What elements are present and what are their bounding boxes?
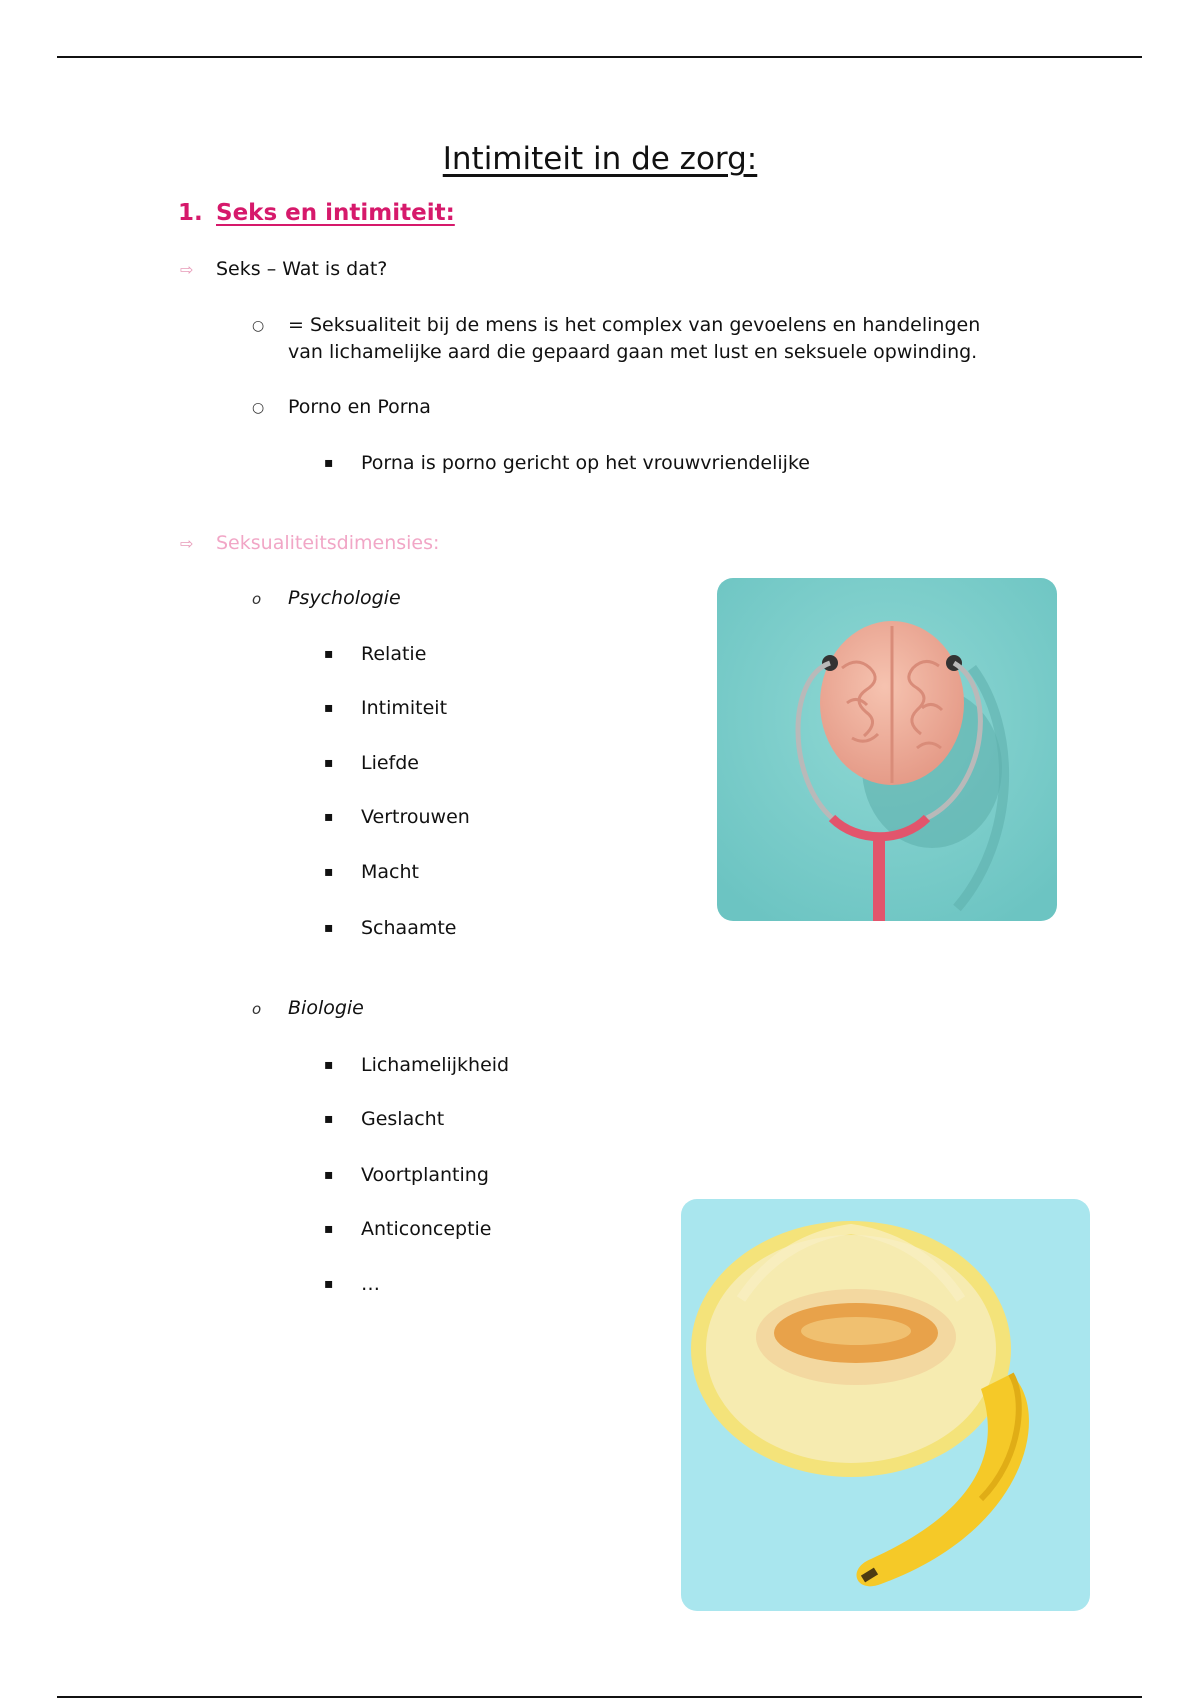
definition-line-1: = Seksualiteit bij de mens is het complex van gevoelens en handelingen bbox=[288, 314, 981, 336]
arrow-bullet-icon: ⇨ bbox=[180, 260, 194, 279]
list-item: Liefde bbox=[361, 752, 419, 774]
list-item: Vertrouwen bbox=[361, 806, 470, 828]
list-item: Relatie bbox=[361, 643, 427, 665]
list-item: Intimiteit bbox=[361, 697, 448, 719]
section-number: 1. bbox=[178, 200, 203, 226]
circle-bullet-icon: ○ bbox=[252, 318, 265, 334]
bottom-rule bbox=[57, 1696, 1142, 1698]
square-bullet-icon: ▪ bbox=[324, 1057, 334, 1073]
page-title: Intimiteit in de zorg: bbox=[442, 141, 758, 177]
square-bullet-icon: ▪ bbox=[324, 700, 334, 716]
dimensions-heading: Seksualiteitsdimensies: bbox=[216, 532, 440, 554]
square-bullet-icon: ▪ bbox=[324, 1167, 334, 1183]
square-bullet-icon: ▪ bbox=[324, 920, 334, 936]
section-title: Seks en intimiteit: bbox=[216, 200, 455, 226]
biologie-label: Biologie bbox=[288, 997, 364, 1019]
list-item: Geslacht bbox=[361, 1108, 445, 1130]
porna-note: Porna is porno gericht op het vrouwvriendelijke bbox=[361, 452, 810, 474]
list-item: Schaamte bbox=[361, 917, 457, 939]
list-item: … bbox=[361, 1273, 380, 1295]
definition-line-2: van lichamelijke aard die gepaard gaan met lust en seksuele opwinding. bbox=[288, 341, 978, 363]
square-bullet-icon: ▪ bbox=[324, 1276, 334, 1292]
list-item: Lichamelijkheid bbox=[361, 1054, 510, 1076]
psychologie-label: Psychologie bbox=[288, 587, 401, 609]
top-rule bbox=[57, 56, 1142, 58]
porno-item: Porno en Porna bbox=[288, 396, 431, 418]
section-heading bbox=[178, 200, 455, 226]
square-bullet-icon: ▪ bbox=[324, 455, 334, 471]
brain-stethoscope-image bbox=[717, 578, 1057, 921]
circle-bullet-icon: o bbox=[252, 1000, 262, 1018]
square-bullet-icon: ▪ bbox=[324, 1111, 334, 1127]
question-text: Seks – Wat is dat? bbox=[216, 258, 388, 280]
list-item: Anticonceptie bbox=[361, 1218, 492, 1240]
arrow-bullet-icon: ⇨ bbox=[180, 534, 194, 553]
list-item: Macht bbox=[361, 861, 419, 883]
square-bullet-icon: ▪ bbox=[324, 755, 334, 771]
list-item: Voortplanting bbox=[361, 1164, 489, 1186]
melon-banana-image bbox=[681, 1199, 1090, 1611]
circle-bullet-icon: o bbox=[252, 590, 262, 608]
circle-bullet-icon: ○ bbox=[252, 400, 265, 416]
square-bullet-icon: ▪ bbox=[324, 864, 334, 880]
square-bullet-icon: ▪ bbox=[324, 646, 334, 662]
square-bullet-icon: ▪ bbox=[324, 1221, 334, 1237]
square-bullet-icon: ▪ bbox=[324, 809, 334, 825]
